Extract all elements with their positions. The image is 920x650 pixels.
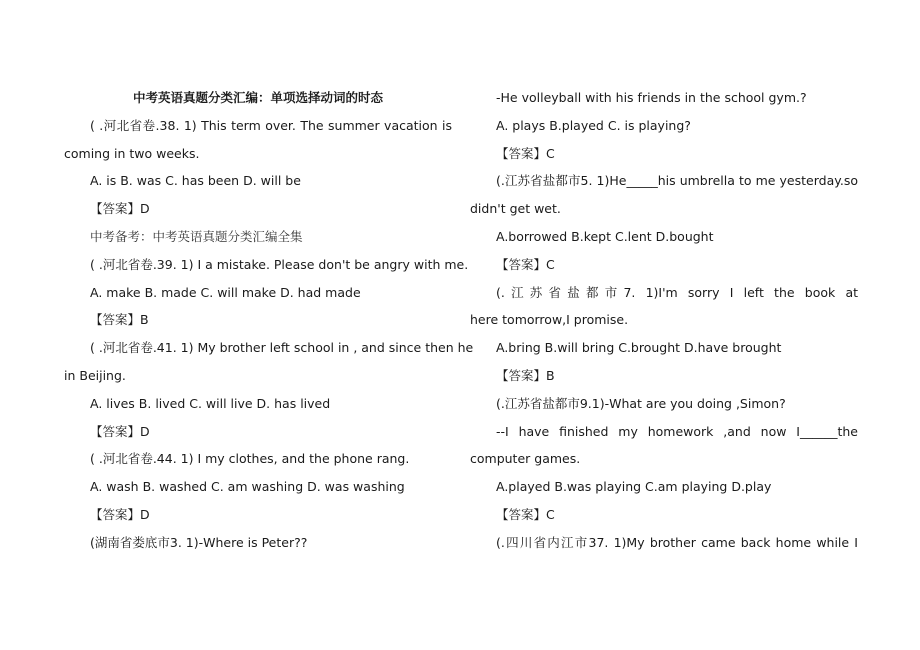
options-line: A. make B. made C. will make D. had made <box>90 284 361 300</box>
options-line: A. wash B. washed C. am washing D. was washing <box>90 479 405 495</box>
question-line: ( .河北省卷.44. 1) I my clothes, and the phone rang. <box>90 451 410 467</box>
options-line: A.borrowed B.kept C.lent D.bought <box>496 228 714 244</box>
answer-line: 【答案】D <box>90 506 150 522</box>
question-line: (.江苏省盐都市5. 1)He_____his umbrella to me yesterday.so <box>496 173 858 189</box>
question-line: coming in two weeks. <box>64 145 200 161</box>
question-line: in Beijing. <box>64 367 126 383</box>
answer-line: 【答案】C <box>496 256 555 272</box>
question-line: --I have finished my homework ,and now I______the <box>496 423 858 439</box>
question-line: didn't get wet. <box>470 201 561 217</box>
answer-line: 【答案】B <box>496 367 555 383</box>
question-line: ( .河北省卷.38. 1) This term over. The summer vacation is <box>90 117 452 133</box>
note-line: 中考备考：中考英语真题分类汇编全集 <box>90 228 303 244</box>
answer-line: 【答案】B <box>90 312 149 328</box>
left-column <box>64 84 474 557</box>
question-line: (.江苏省盐都市9.1)-What are you doing ,Simon? <box>496 395 786 411</box>
question-line: computer games. <box>470 451 581 467</box>
options-line: A. plays B.played C. is playing? <box>496 117 691 133</box>
options-line: A. is B. was C. has been D. will be <box>90 173 301 189</box>
options-line: A. lives B. lived C. will live D. has lived <box>90 395 331 411</box>
question-line: (.四川省内江市37. 1)My brother came back home while I <box>496 534 858 550</box>
answer-line: 【答案】D <box>90 423 150 439</box>
options-line: A.played B.was playing C.am playing D.play <box>496 479 772 495</box>
document-title: 中考英语真题分类汇编：单项选择动词的时态 <box>132 90 383 105</box>
answer-line: 【答案】C <box>496 506 555 522</box>
question-line: (湖南省娄底市3. 1)-Where is Peter?? <box>90 534 308 550</box>
question-line: (.江苏省盐都市7. 1)I'm sorry I left the book at <box>496 284 858 300</box>
question-line: ( .河北省卷.39. 1) I a mistake. Please don't be angry with me. <box>90 256 469 272</box>
options-line: A.bring B.will bring C.brought D.have brought <box>496 340 782 356</box>
question-line: -He volleyball with his friends in the school gym.? <box>496 90 807 105</box>
answer-line: 【答案】D <box>90 201 150 217</box>
question-line: ( .河北省卷.41. 1) My brother left school in , and since then he <box>90 340 474 356</box>
answer-line: 【答案】C <box>496 145 555 161</box>
question-line: here tomorrow,I promise. <box>470 312 629 328</box>
right-column <box>470 84 858 557</box>
